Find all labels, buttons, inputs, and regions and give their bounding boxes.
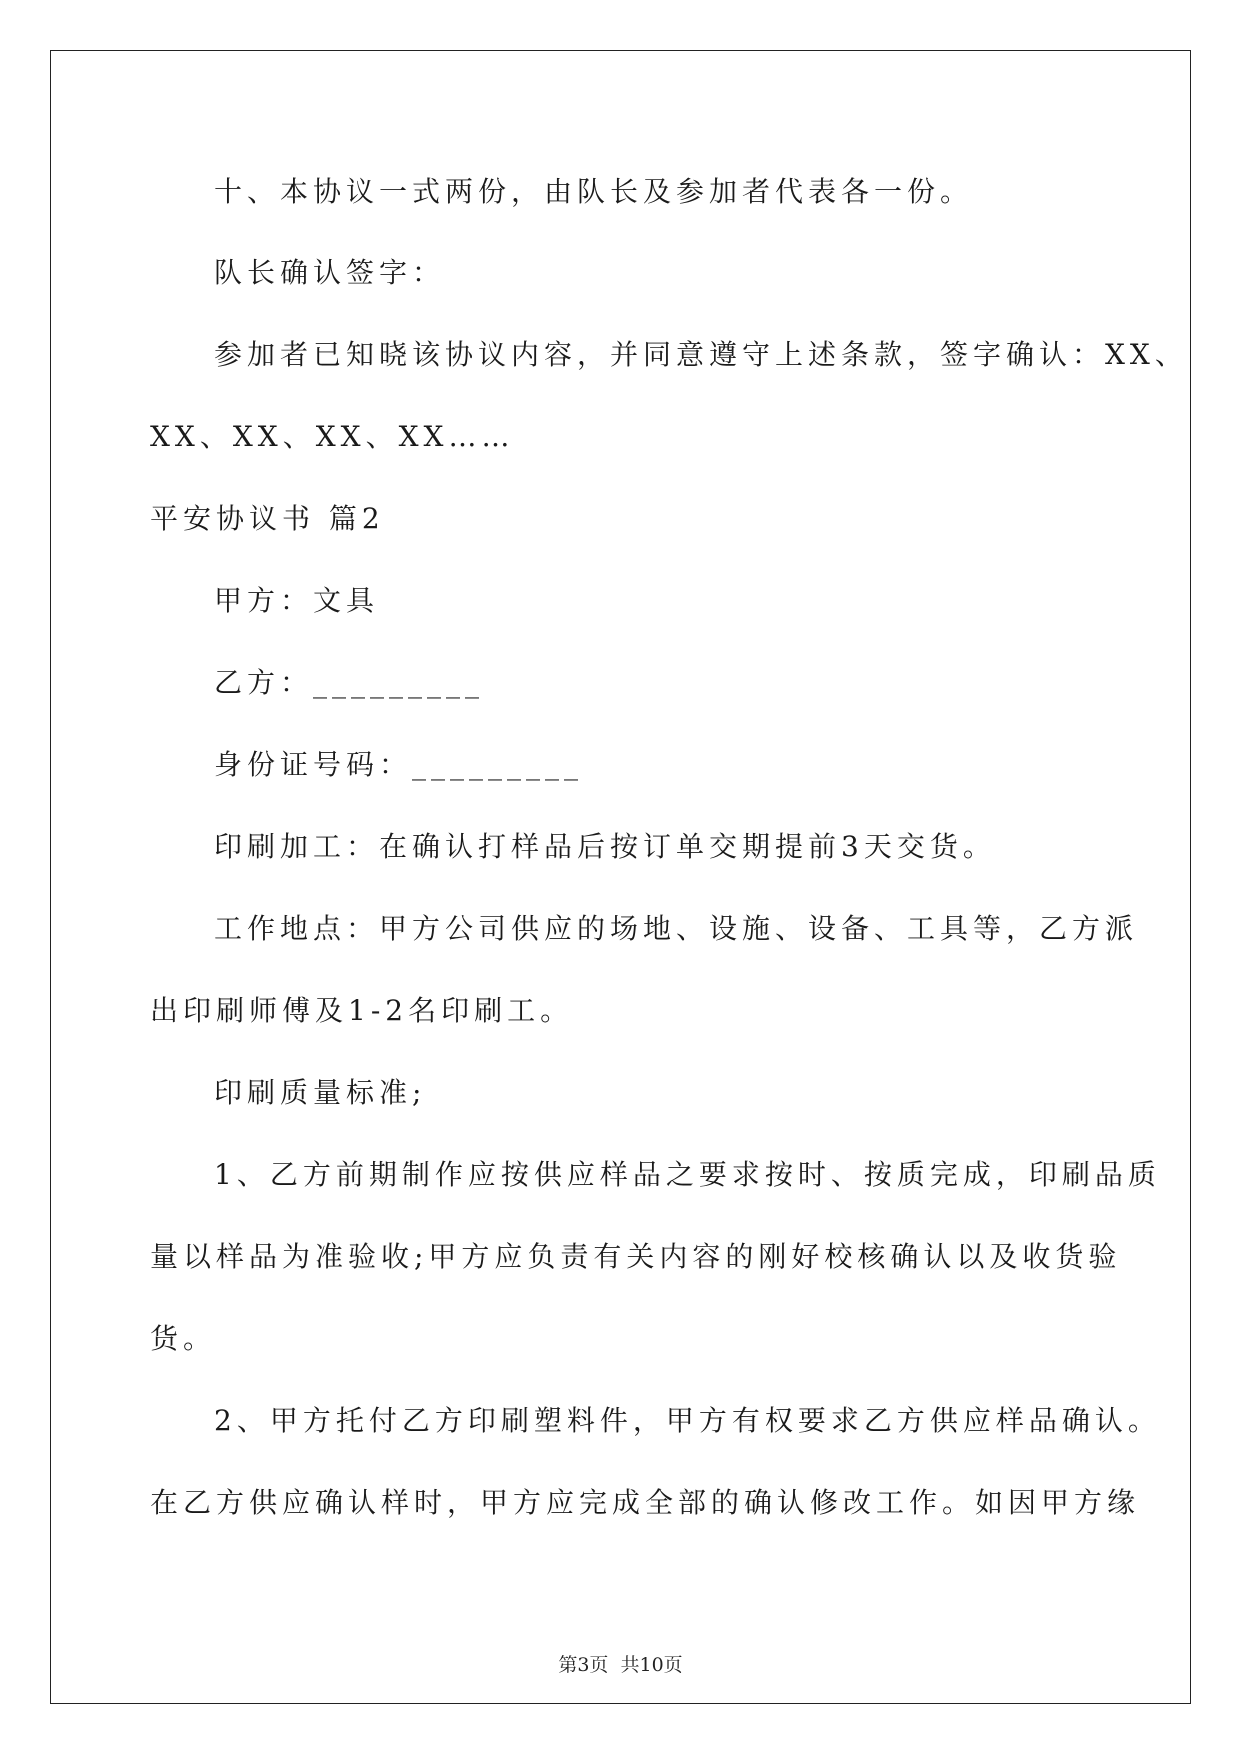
party-a: 甲方：文具 — [214, 584, 380, 617]
quality-standard-heading: 印刷质量标准; — [214, 1076, 427, 1109]
item-2-line-1: 2、甲方托付乙方印刷塑料件，甲方有权要求乙方供应样品确认。 — [214, 1404, 1161, 1437]
section-heading: 平安协议书 篇2 — [150, 502, 385, 535]
party-b: 乙方：_________ — [214, 666, 485, 699]
item-2-line-2: 在乙方供应确认样时，甲方应完成全部的确认修改工作。如因甲方缘 — [150, 1486, 1141, 1519]
captain-signature-label: 队长确认签字： — [214, 256, 446, 289]
page-number-footer: 第3页 共10页 — [558, 1654, 683, 1676]
work-location-line-2: 出印刷师傅及1-2名印刷工。 — [150, 994, 574, 1027]
print-processing: 印刷加工：在确认打样品后按订单交期提前3天交货。 — [214, 830, 996, 863]
id-number: 身份证号码：_________ — [214, 748, 584, 781]
clause-10: 十、本协议一式两份，由队长及参加者代表各一份。 — [214, 175, 974, 208]
item-1-line-2: 量以样品为准验收;甲方应负责有关内容的刚好校核确认以及收货验 — [150, 1240, 1122, 1273]
work-location-line-1: 工作地点：甲方公司供应的场地、设施、设备、工具等，乙方派 — [214, 912, 1139, 945]
participant-confirmation-line-2: XX、XX、XX、XX…… — [150, 420, 515, 453]
participant-confirmation-line-1: 参加者已知晓该协议内容，并同意遵守上述条款，签字确认：XX、 — [214, 338, 1188, 371]
item-1-line-3: 货。 — [150, 1322, 217, 1355]
page-border — [50, 50, 1191, 1704]
item-1-line-1: 1、乙方前期制作应按供应样品之要求按时、按质完成，印刷品质 — [214, 1158, 1161, 1191]
